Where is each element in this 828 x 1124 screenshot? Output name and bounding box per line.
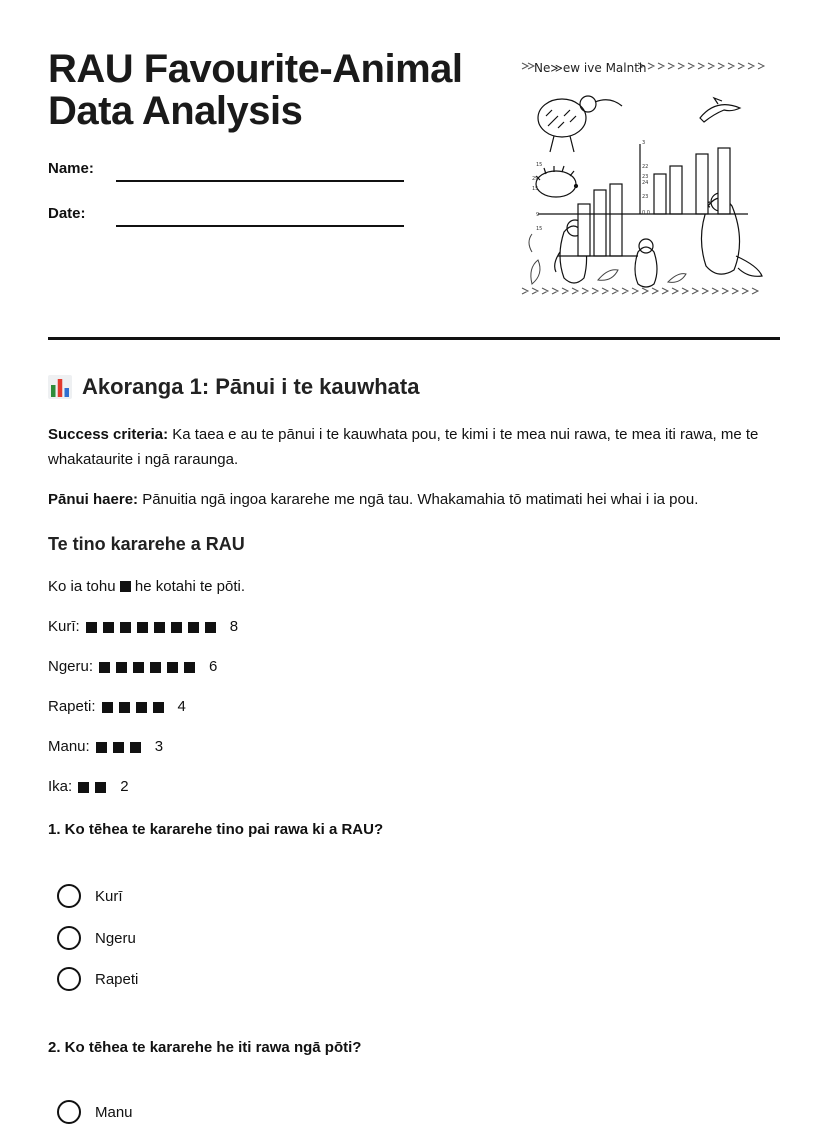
vote-square-icon <box>99 662 110 673</box>
vote-square-icon <box>188 622 199 633</box>
date-write-line[interactable] <box>116 225 404 227</box>
answer-option-kuri[interactable] <box>57 884 123 908</box>
title-line-1: RAU Favourite-Animal <box>48 47 463 91</box>
date-field[interactable] <box>48 205 408 229</box>
chart-row <box>48 617 238 637</box>
option-label: Rapeti <box>95 970 139 988</box>
chart-row <box>48 777 129 797</box>
kiwi-icon <box>538 96 622 152</box>
penguin-right-icon <box>700 193 762 276</box>
success-criteria-label: Success criteria: <box>48 426 169 443</box>
vote-square-icon <box>171 622 182 633</box>
vote-square-icon <box>95 782 106 793</box>
vote-square-icon <box>130 742 141 753</box>
answer-option-rapeti[interactable] <box>57 967 138 991</box>
row-label: Manu: <box>48 738 90 755</box>
row-label: Rapeti: <box>48 698 96 715</box>
vote-square-icon <box>78 782 89 793</box>
vote-square-icon <box>133 662 144 673</box>
vote-square-icon <box>103 622 114 633</box>
tick-label: 0.0 <box>642 210 650 216</box>
vote-square-icon <box>167 662 178 673</box>
vote-square-icon <box>154 622 165 633</box>
chart-row <box>48 737 163 757</box>
tick-label: 15 <box>536 226 543 232</box>
answer-option-ngeru[interactable] <box>57 926 136 950</box>
radio-circle-icon[interactable] <box>57 926 81 950</box>
tick-label: 23 <box>642 194 649 200</box>
question-2: 2. Ko tēhea te kararehe he iti rawa ngā pōti? <box>48 1039 362 1056</box>
illustration-banner: Ne≫ew ive Malnth <box>534 61 647 75</box>
chart-key-after: he kotahi te pōti. <box>134 578 245 595</box>
option-label: Kurī <box>95 887 123 905</box>
radio-circle-icon[interactable] <box>57 884 81 908</box>
page-title <box>48 48 488 132</box>
date-label: Date: <box>48 205 86 222</box>
tick-label: 3 <box>642 140 646 146</box>
reading-instruction-label: Pānui haere: <box>48 491 139 508</box>
tick-label: 22 <box>642 164 649 170</box>
success-criteria-text: Ka taea e au te pānui i te kauwhata pou, te kimi i te mea nui rawa, te mea iti rawa, me te whakataurite i ngā raraunga. <box>48 426 759 468</box>
vote-square-icon <box>153 702 164 713</box>
reading-instruction <box>48 487 778 512</box>
chart-row <box>48 697 186 717</box>
reading-instruction-text: Pānuitia ngā ingoa kararehe me ngā tau. Whakamahia tō matimati hei whai i ia pou. <box>142 491 699 508</box>
vote-square-icon <box>184 662 195 673</box>
axis-tick-labels <box>532 140 650 232</box>
chart-row <box>48 657 217 677</box>
section-heading-text: Akoranga 1: Pānui i te kauwhata <box>82 374 420 399</box>
vote-square-icon <box>96 742 107 753</box>
tick-label: 24 <box>642 180 649 186</box>
name-label: Name: <box>48 160 94 177</box>
tick-label: 23 <box>642 174 649 180</box>
vote-square-icon <box>137 622 148 633</box>
chart-key-before: Ko ia tohu <box>48 578 116 595</box>
tick-label: 9 <box>536 212 540 218</box>
animal-chart-illustration <box>518 56 772 302</box>
tick-label: 29 <box>532 176 539 182</box>
vote-square-icon <box>205 622 216 633</box>
row-label: Ika: <box>48 778 73 795</box>
tick-label: 15 <box>536 162 543 168</box>
radio-circle-icon[interactable] <box>57 1100 81 1124</box>
answer-option-manu[interactable] <box>57 1100 133 1124</box>
vote-squares <box>99 662 195 673</box>
vote-square-icon <box>86 622 97 633</box>
title-line-2: Data Analysis <box>48 89 303 133</box>
row-count: 6 <box>209 658 218 675</box>
name-write-line[interactable] <box>116 180 404 182</box>
penguin-middle-icon <box>635 239 657 287</box>
vote-square-icon <box>120 581 131 592</box>
success-criteria <box>48 422 778 472</box>
row-label: Ngeru: <box>48 658 94 675</box>
bottom-border-ornament <box>522 288 758 294</box>
hedgehog-icon <box>536 166 578 197</box>
section-heading <box>48 374 419 400</box>
chart-key <box>48 577 245 597</box>
row-count: 4 <box>177 698 186 715</box>
vote-squares <box>86 622 216 633</box>
vote-squares <box>102 702 164 713</box>
dolphin-icon <box>700 98 740 122</box>
option-label: Ngeru <box>95 929 136 947</box>
vote-square-icon <box>119 702 130 713</box>
leaf-icon <box>529 234 686 284</box>
row-label: Kurī: <box>48 618 80 635</box>
vote-square-icon <box>150 662 161 673</box>
bar-chart-icon <box>48 375 72 399</box>
vote-square-icon <box>102 702 113 713</box>
row-count: 8 <box>229 618 239 635</box>
section-divider <box>48 337 780 340</box>
row-count: 2 <box>120 778 129 795</box>
option-label: Manu <box>95 1103 133 1121</box>
vote-square-icon <box>116 662 127 673</box>
row-count: 3 <box>154 738 164 755</box>
tick-label: 15 <box>532 186 539 192</box>
vote-squares <box>96 742 141 753</box>
vote-square-icon <box>113 742 124 753</box>
radio-circle-icon[interactable] <box>57 967 81 991</box>
name-field[interactable] <box>48 160 408 184</box>
vote-square-icon <box>120 622 131 633</box>
chart-subheading: Te tino kararehe a RAU <box>48 534 245 554</box>
question-1: 1. Ko tēhea te kararehe tino pai rawa ki a RAU? <box>48 821 384 838</box>
vote-squares <box>78 782 106 793</box>
vote-square-icon <box>136 702 147 713</box>
